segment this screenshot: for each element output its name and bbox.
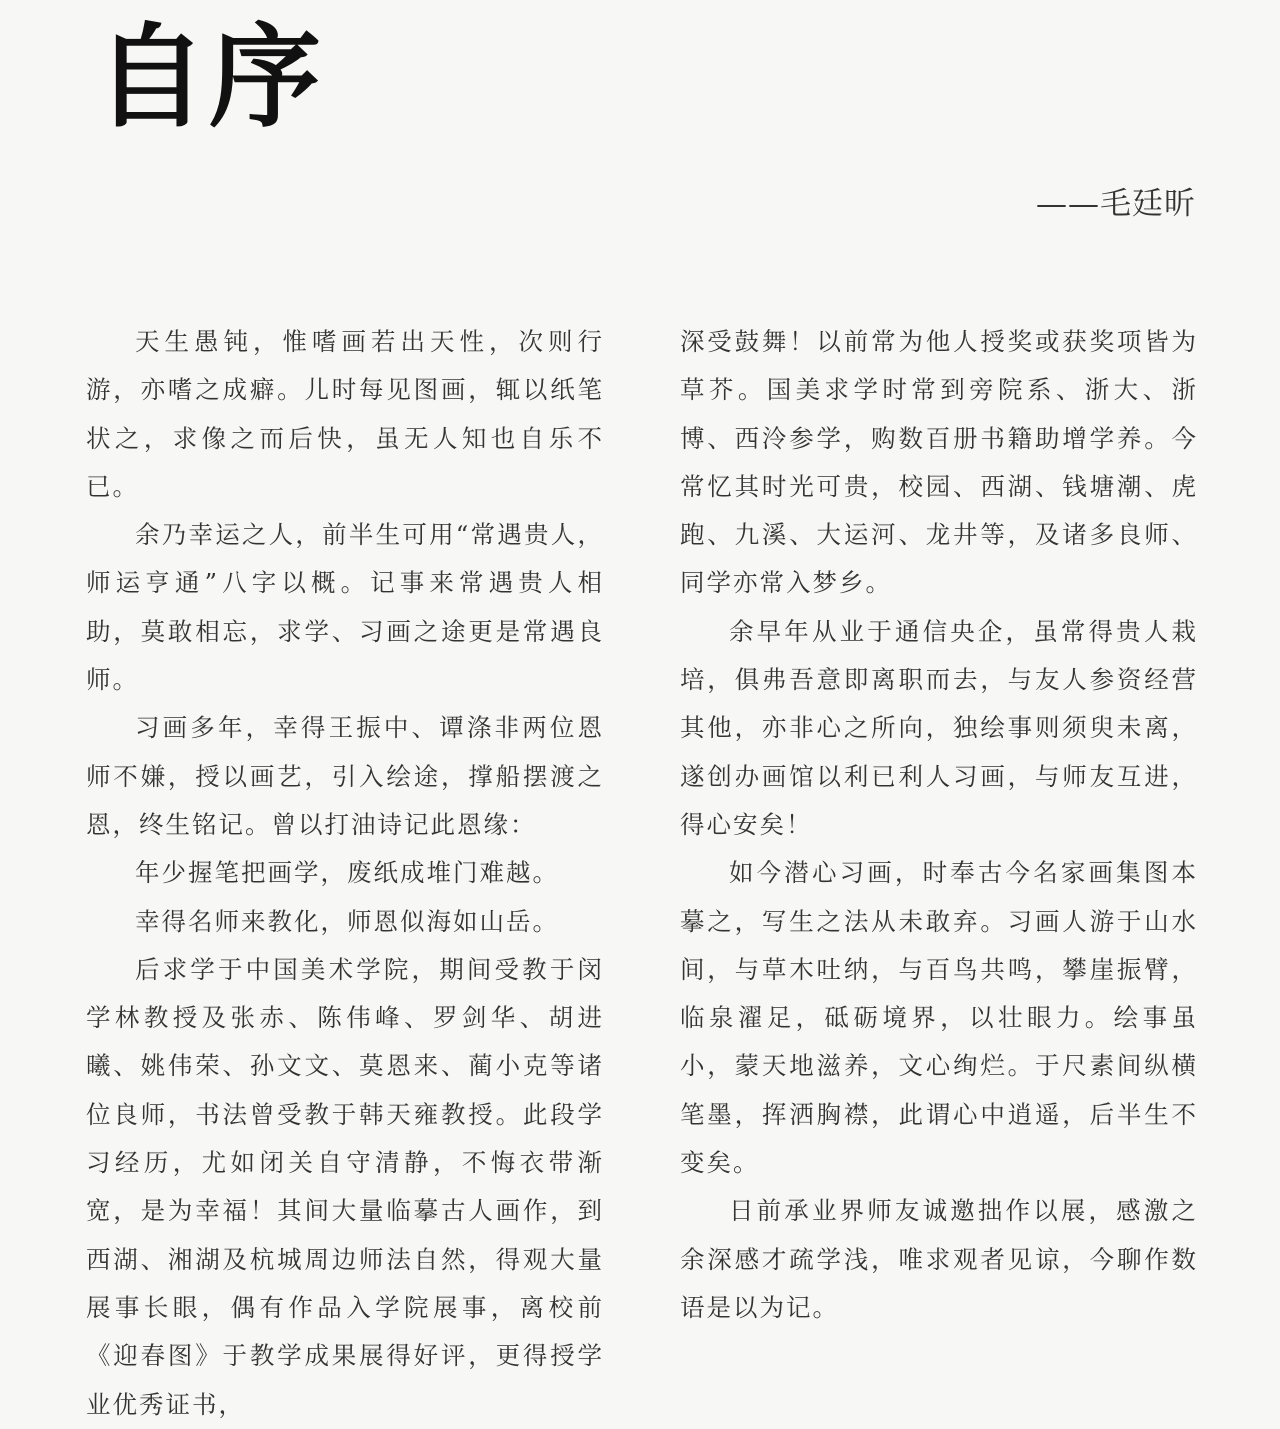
paragraph: 天生愚钝，惟嗜画若出天性，次则行游，亦嗜之成癖。儿时每见图画，辄以纸笔状之，求像之而后快，虽无人知也自乐不已。 bbox=[86, 327, 604, 501]
page-title: 自序 bbox=[95, 12, 323, 143]
paragraph: 后求学于中国美术学院，期间受教于闵学林教授及张赤、陈伟峰、罗剑华、胡进曦、姚伟荣、孙文文、莫恩来、蔺小克等诸位良师，书法曾受教于韩天雍教授。此段学习经历，尤如闭关自守清静，不悔衣带渐宽，是为幸福！其间大量临摹古人画作，到西湖、湘湖及杭城周边师法自然，得观大量展事长眼，偶有作品入学院展事，离校前《迎春图》于教学成果展得好评，更得授学业优秀证书， bbox=[86, 954, 604, 1419]
paragraph: 日前承业界师友诚邀拙作以展，感激之余深感才疏学浅，唯求观者见谅，今聊作数语是以为记。 bbox=[680, 1196, 1198, 1322]
poem-line: 幸得名师来教化，师恩似海如山岳。 bbox=[135, 906, 559, 936]
paragraph: 如今潜心习画，时奉古今名家画集图本摹之，写生之法从未敢弃。习画人游于山水间，与草木吐纳，与百鸟共鸣，攀崖振臂，临泉濯足，砥砺境界，以壮眼力。绘事虽小，蒙天地滋养，文心绚烂。于尺素间纵横笔墨，挥洒胸襟，此谓心中逍遥，后半生不变矣。 bbox=[680, 858, 1198, 1178]
right-column bbox=[680, 318, 1198, 1332]
paragraph: 习画多年，幸得王振中、谭涤非两位恩师不嫌，授以画艺，引入绘途，撑船摆渡之恩，终生铭记。曾以打油诗记此恩缘： bbox=[86, 713, 604, 839]
author-signature: ——毛廷昕 bbox=[1036, 186, 1196, 222]
paragraph: 余乃幸运之人，前半生可用“常遇贵人，师运亨通”八字以概。记事来常遇贵人相助，莫敢相忘，求学、习画之途更是常遇良师。 bbox=[86, 520, 604, 695]
paragraph: 余早年从业于通信央企，虽常得贵人栽培，俱弗吾意即离职而去，与友人参资经营其他，亦非心之所向，独绘事则须臾未离，遂创办画馆以利已利人习画，与师友互进，得心安矣！ bbox=[680, 616, 1198, 839]
left-column bbox=[86, 318, 604, 1429]
poem-line: 年少握笔把画学，废纸成堆门难越。 bbox=[135, 858, 559, 888]
paragraph-continued: 深受鼓舞！以前常为他人授奖或获奖项皆为草芥。国美求学时常到旁院系、浙大、浙博、西泠参学，购数百册书籍助增学养。今常忆其时光可贵，校园、西湖、钱塘潮、虎跑、九溪、大运河、龙井等，及诸多良师、同学亦常入梦乡。 bbox=[680, 327, 1198, 598]
